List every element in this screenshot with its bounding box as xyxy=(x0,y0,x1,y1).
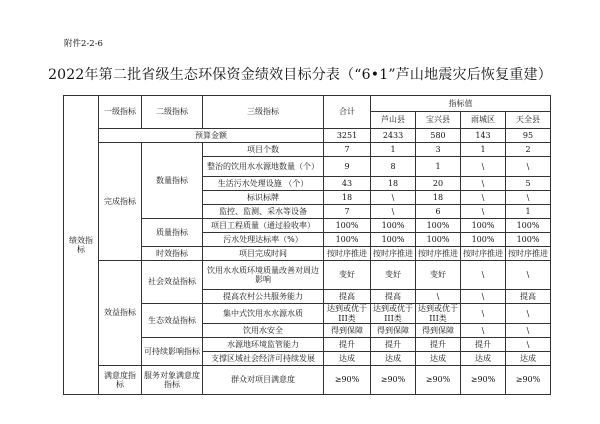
region-value: 提升 xyxy=(371,338,416,352)
level2-indicator: 社会效益指标 xyxy=(142,261,203,304)
total-value: 得到保障 xyxy=(324,324,371,338)
region-value: 提升 xyxy=(461,338,506,352)
region-value: 提升 xyxy=(416,338,461,352)
budget-value: 95 xyxy=(506,129,551,143)
budget-value: 580 xyxy=(416,129,461,143)
region-value: \ xyxy=(506,261,551,290)
level1-indicator: 效益指标 xyxy=(99,261,142,366)
region-value: 100% xyxy=(371,219,416,233)
budget-row xyxy=(64,129,551,143)
region-value: 1 xyxy=(371,143,416,157)
region-value: \ xyxy=(371,205,416,219)
region-value: 达到或优于III类 xyxy=(371,304,416,324)
table-row xyxy=(64,261,551,290)
total-value: 提升 xyxy=(324,338,371,352)
header-level1: 一级指标 xyxy=(99,96,142,129)
region-value: 达成 xyxy=(506,352,551,366)
level3-indicator: 整治的饮用水水源地数量（个） xyxy=(203,157,324,177)
total-value: 100% xyxy=(324,233,371,247)
region-value: \ xyxy=(461,205,506,219)
total-value: 按时序推进 xyxy=(324,247,371,261)
region-value: 100% xyxy=(506,219,551,233)
region-value: \ xyxy=(506,157,551,177)
level3-indicator: 项目个数 xyxy=(203,143,324,157)
level3-indicator: 监控、监测、采水等设备 xyxy=(203,205,324,219)
region-value: \ xyxy=(506,338,551,352)
region-value: 18 xyxy=(371,177,416,191)
level1-indicator: 完成指标 xyxy=(99,143,142,261)
level3-indicator: 水源地环境监管能力 xyxy=(203,338,324,352)
region-value: 按时序推进 xyxy=(416,247,461,261)
level3-indicator: 支撑区域社会经济可持续发展 xyxy=(203,352,324,366)
region-value: 变好 xyxy=(416,261,461,290)
region-value: 8 xyxy=(371,157,416,177)
header-level2: 二级指标 xyxy=(142,96,203,129)
page-title: 2022年第二批省级生态环保资金绩效目标分表（“6•1”芦山地震灾后恢复重建） xyxy=(48,67,552,83)
header-region: 芦山县 xyxy=(371,112,416,129)
level3-indicator: 项目工程质量（通过验收率） xyxy=(203,219,324,233)
level3-indicator: 标识标牌 xyxy=(203,191,324,205)
region-value: 20 xyxy=(416,177,461,191)
region-value: 按时序推进 xyxy=(461,247,506,261)
region-value: 达到或优于III类 xyxy=(416,304,461,324)
header-region: 天全县 xyxy=(506,112,551,129)
total-value: ≥90% xyxy=(324,366,371,395)
region-value: \ xyxy=(461,304,506,324)
region-value: 3 xyxy=(416,143,461,157)
region-value: \ xyxy=(461,157,506,177)
region-value: \ xyxy=(461,261,506,290)
region-value: 100% xyxy=(506,233,551,247)
total-value: 变好 xyxy=(324,261,371,290)
region-value: 1 xyxy=(461,143,506,157)
region-value: 得到保障 xyxy=(371,324,416,338)
table-row xyxy=(64,143,551,157)
header-level3: 三级指标 xyxy=(203,96,324,129)
budget-total: 3251 xyxy=(324,129,371,143)
region-value: 达成 xyxy=(416,352,461,366)
level3-indicator: 集中式饮用水水源水质 xyxy=(203,304,324,324)
performance-label-cell xyxy=(64,96,99,395)
region-value: ≥90% xyxy=(416,366,461,395)
region-value: 按时序推进 xyxy=(371,247,416,261)
level3-indicator: 饮用水水质环境质量改善对周边影响 xyxy=(203,261,324,290)
total-value: 43 xyxy=(324,177,371,191)
region-value: 100% xyxy=(461,219,506,233)
total-value: 达成 xyxy=(324,352,371,366)
table-row xyxy=(64,366,551,395)
level2-indicator: 质量指标 xyxy=(142,219,203,247)
total-value: 提高 xyxy=(324,290,371,304)
region-value: 1 xyxy=(506,205,551,219)
region-value: ≥90% xyxy=(371,366,416,395)
level2-indicator: 时效指标 xyxy=(142,247,203,261)
level3-indicator: 饮用水安全 xyxy=(203,324,324,338)
performance-label: 绩效指标 xyxy=(69,235,93,254)
region-value: 5 xyxy=(506,177,551,191)
header-indicator-value: 指标值 xyxy=(371,96,551,112)
region-value: 变好 xyxy=(371,261,416,290)
budget-label: 预算金额 xyxy=(99,129,324,143)
region-value: 100% xyxy=(461,233,506,247)
header-region: 雨城区 xyxy=(461,112,506,129)
attachment-label: 附件2-2-6 xyxy=(64,39,103,49)
region-value: 提高 xyxy=(371,290,416,304)
total-value: 7 xyxy=(324,205,371,219)
header-total: 合计 xyxy=(324,96,371,129)
region-value: \ xyxy=(506,324,551,338)
region-value: \ xyxy=(461,191,506,205)
total-value: 7 xyxy=(324,143,371,157)
region-value: 按时序推进 xyxy=(506,247,551,261)
region-value: 100% xyxy=(371,233,416,247)
region-value: 达成 xyxy=(371,352,416,366)
region-value: 100% xyxy=(416,219,461,233)
performance-target-table xyxy=(63,95,551,395)
level2-indicator: 可持续影响指标 xyxy=(142,338,203,366)
region-value: ≥90% xyxy=(461,366,506,395)
level3-indicator: 生活污水处理设施 （个） xyxy=(203,177,324,191)
level1-indicator: 满意度指标 xyxy=(99,366,142,395)
level2-indicator: 数量指标 xyxy=(142,143,203,219)
region-value: \ xyxy=(506,304,551,324)
region-value: \ xyxy=(461,324,506,338)
region-value: \ xyxy=(461,177,506,191)
region-value: 2 xyxy=(506,143,551,157)
region-value: 提高 xyxy=(506,290,551,304)
region-value: ≥90% xyxy=(506,366,551,395)
budget-value: 2433 xyxy=(371,129,416,143)
total-value: 100% xyxy=(324,219,371,233)
region-value: \ xyxy=(371,191,416,205)
region-value: 1 xyxy=(416,157,461,177)
total-value: 9 xyxy=(324,157,371,177)
budget-value: 143 xyxy=(461,129,506,143)
total-value: 18 xyxy=(324,191,371,205)
level2-indicator: 生态效益指标 xyxy=(142,304,203,338)
level3-indicator: 污水处理达标率（%） xyxy=(203,233,324,247)
level3-indicator: 群众对项目满意度 xyxy=(203,366,324,395)
region-value: 100% xyxy=(416,233,461,247)
region-value: \ xyxy=(506,191,551,205)
region-value: 达成 xyxy=(461,352,506,366)
level3-indicator: 项目完成时间 xyxy=(203,247,324,261)
region-value: 18 xyxy=(416,191,461,205)
region-value: \ xyxy=(461,290,506,304)
level2-indicator: 服务对象满意度指标 xyxy=(142,366,203,395)
level3-indicator: 提高农村公共服务能力 xyxy=(203,290,324,304)
region-value: \ xyxy=(416,290,461,304)
region-value: 得到保障 xyxy=(416,324,461,338)
header-region: 宝兴县 xyxy=(416,112,461,129)
total-value: 达到或优于III类 xyxy=(324,304,371,324)
header-row xyxy=(64,96,551,112)
region-value: 6 xyxy=(416,205,461,219)
